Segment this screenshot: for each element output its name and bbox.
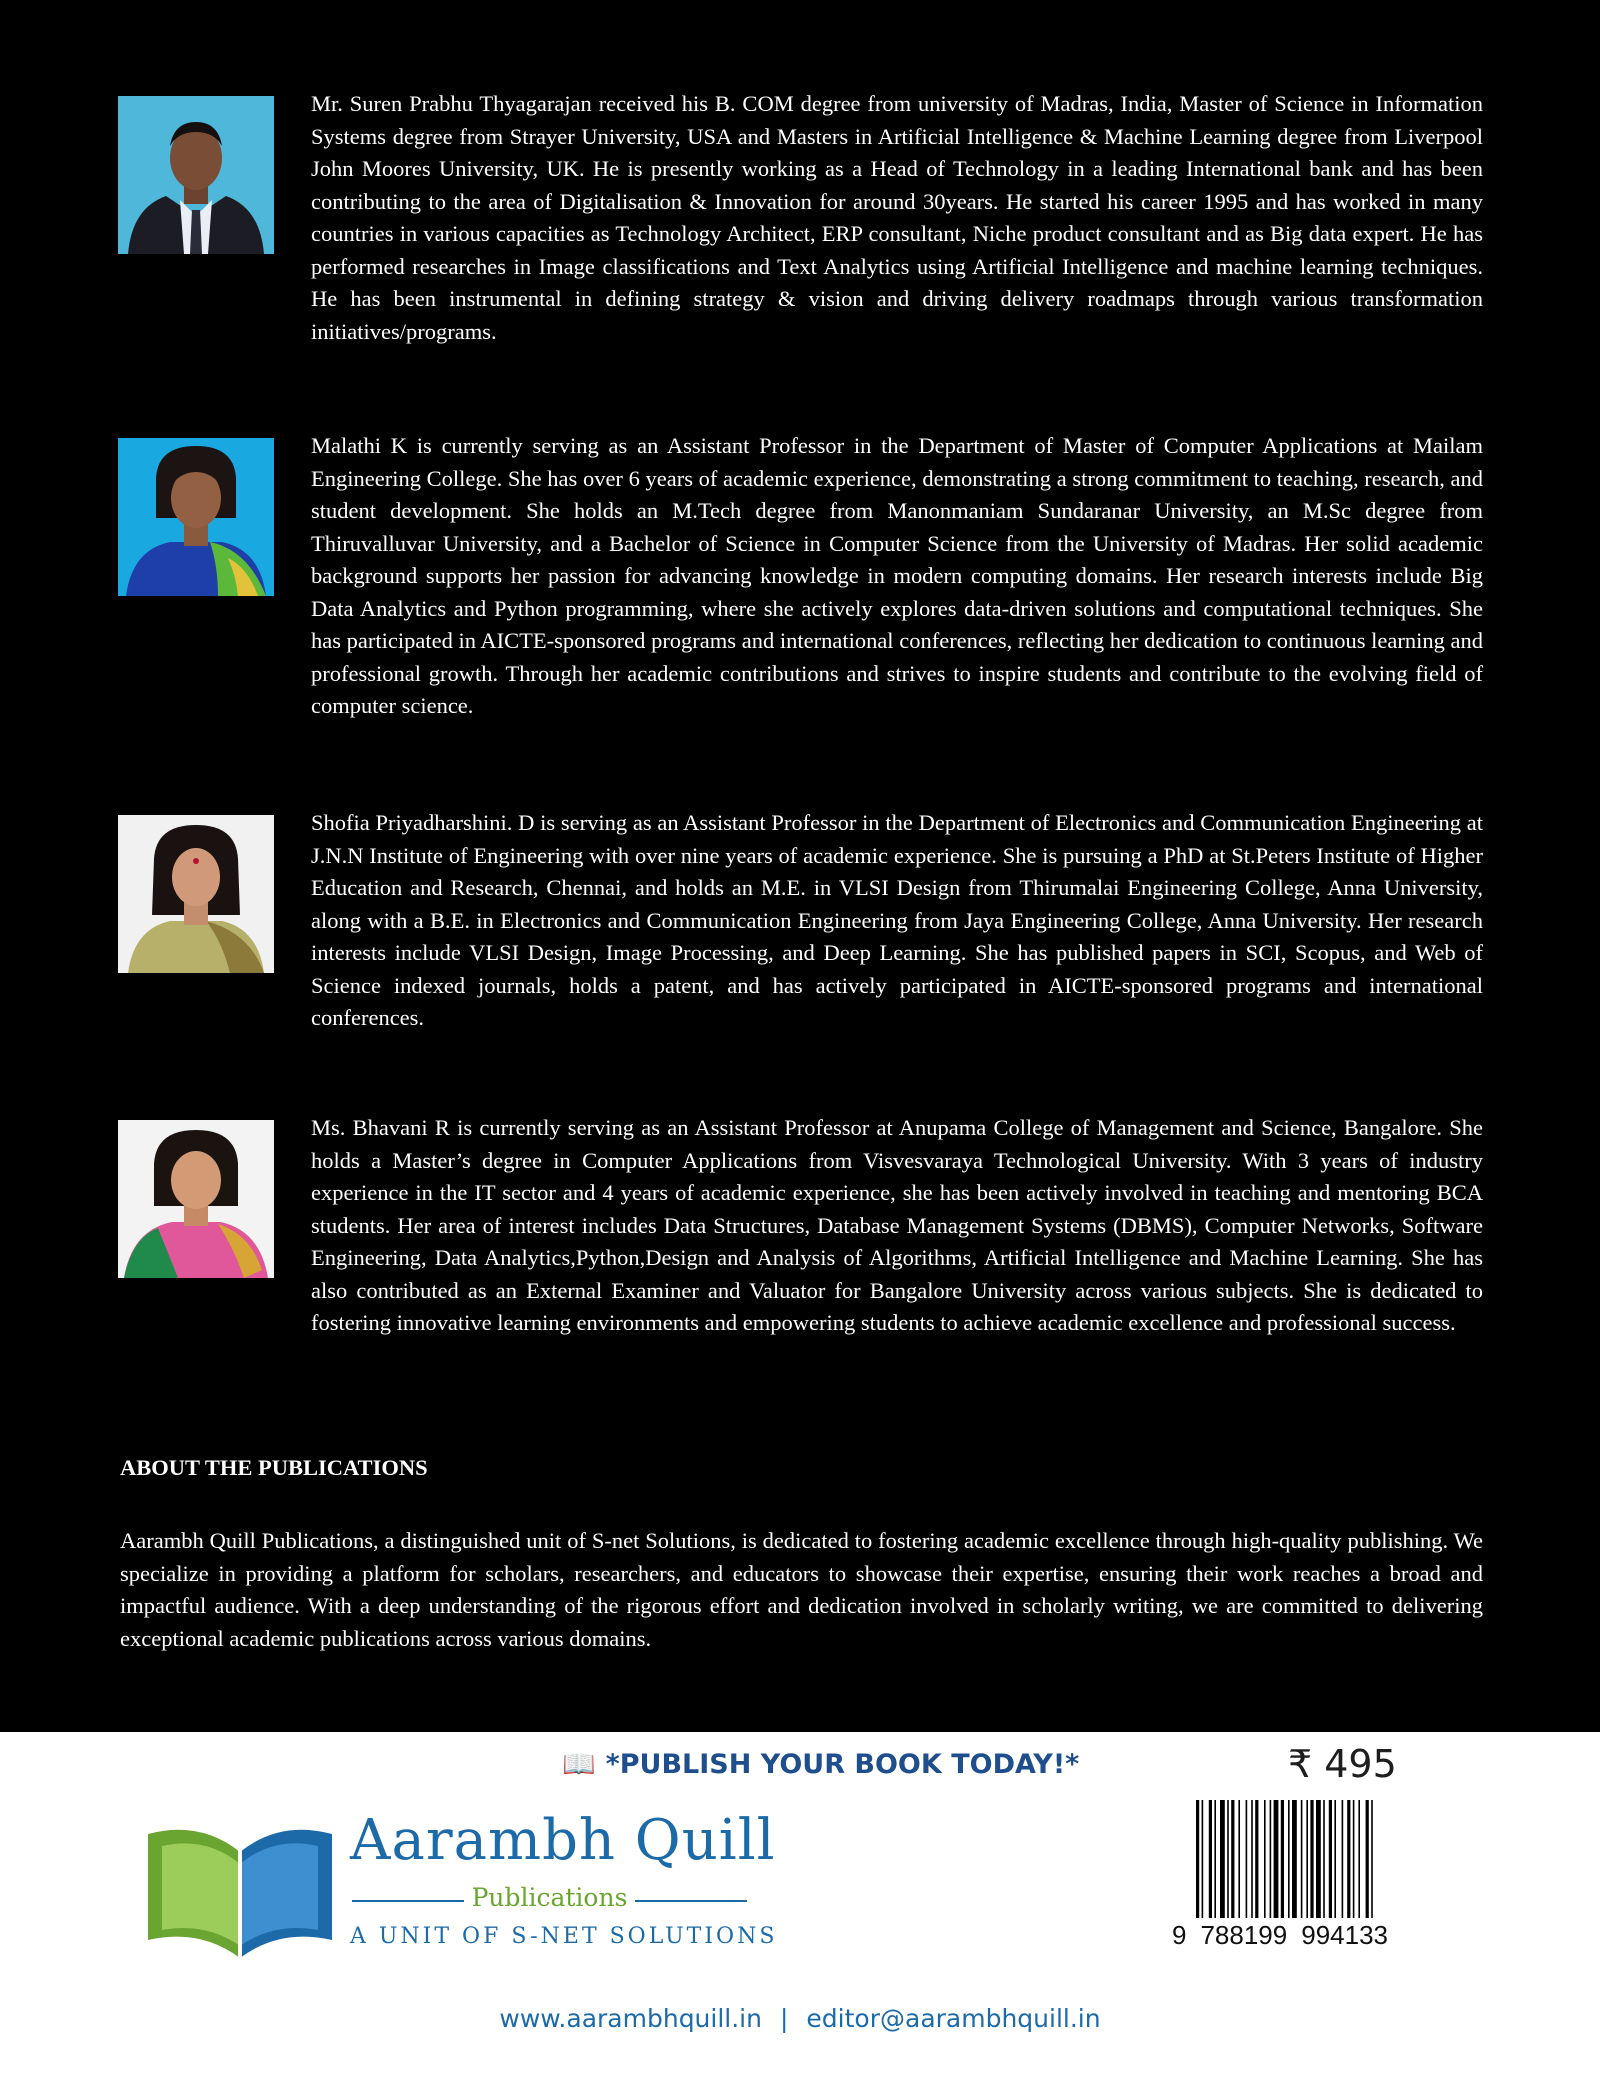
author-bio-text: Shofia Priyadharshini. D is serving as an Assistant Professor in the Department of Electronics and Communication Engineering at J.N.N Institute of Engineering with over nine years of academic experience. She is pursuing a PhD at St.Peters Institute of Higher Education and Research, Chennai, and holds an M.E. in VLSI Design from Thirumalai Engineering College, Anna University, along with a B.E. in Electronics and Communication Engineering from Jaya Engineering College, Anna University. Her research interests include VLSI Design, Image Processing, and Deep Learning. She has published papers in SCI, Scopus, and Web of Science indexed journals, holds a patent, and has actively participated in AICTE-sponsored programs and international conferences.: [311, 810, 1483, 1030]
barcode-bar: [1353, 1800, 1355, 1918]
barcode-bar: [1274, 1800, 1279, 1918]
contact-line: [0, 2004, 1600, 2033]
open-book-icon: 📖: [562, 1749, 596, 1780]
author-photo-4: [118, 1120, 274, 1278]
author-bio-text: Malathi K is currently serving as an Assistant Professor in the Department of Master of Computer Applications at Mailam Engineering College. She has over 6 years of academic experience, demonstrating a strong commitment to teaching, research, and student development. She holds an M.Tech degree from Manonmaniam Sundaranar University, an M.Sc degree from Thiruvalluvar University, and a Bachelor of Science in Computer Science from the University of Madras. Her solid academic background supports her passion for advancing knowledge in modern computing domains. Her research interests include Big Data Analytics and Python programming, where she actively explores data-driven solutions and computational techniques. She has participated in AICTE-sponsored programs and international conferences, reflecting her dedication to continuous learning and professional growth. Through her academic contributions and strives to inspire students and contribute to the evolving field of computer science.: [311, 433, 1483, 718]
brand-subtitle: Publications: [471, 1883, 628, 1912]
author-photo-3: [118, 815, 274, 973]
brand-rule-right: [635, 1900, 747, 1902]
publish-cta: [562, 1748, 1079, 1780]
author-bio-text: Mr. Suren Prabhu Thyagarajan received his B. COM degree from university of Madras, India, Master of Science in Information Systems degree from Strayer University, USA and Masters in Artificial Intelligence & Machine Learning degree from Liverpool John Moores University, UK. He is presently working as a Head of Technology in a leading International bank and has been contributing to the area of Digitalisation & Innovation for around 30years. He started his career 1995 and has worked in many countries in various capacities as Technology Architect, ERP consultant, Niche product consultant and as Big data expert. He has performed researches in Image classifications and Text Analytics using Artificial Intelligence and machine learning techniques. He has been instrumental in defining strategy & vision and driving delivery roadmaps through various transformation initiatives/programs.: [311, 91, 1483, 344]
barcode-bar: [1270, 1800, 1272, 1918]
about-heading: ABOUT THE PUBLICATIONS: [120, 1455, 428, 1480]
barcode-bar: [1329, 1800, 1332, 1918]
brand-tagline: A UNIT OF S-NET SOLUTIONS: [350, 1924, 778, 1949]
barcode-bar: [1281, 1800, 1284, 1918]
barcode-bar: [1292, 1800, 1297, 1918]
barcode-bar: [1246, 1800, 1248, 1918]
barcode-bar: [1366, 1800, 1369, 1918]
barcode-bar: [1202, 1800, 1204, 1918]
email-link[interactable]: editor@aarambhquill.in: [806, 2004, 1101, 2033]
barcode-bar: [1209, 1800, 1212, 1918]
brand-subtitle-row: [352, 1883, 747, 1917]
open-book-logo-icon: [140, 1812, 340, 1972]
author-photo-1: [118, 96, 274, 254]
barcode-bar: [1238, 1800, 1240, 1918]
barcode-bar: [1288, 1800, 1290, 1918]
barcode-bar: [1358, 1800, 1360, 1918]
barcode-bar: [1231, 1800, 1234, 1918]
barcode-bar: [1196, 1800, 1199, 1918]
barcode-bar: [1306, 1800, 1308, 1918]
barcode-bar: [1342, 1800, 1344, 1918]
author-bio-text: Ms. Bhavani R is currently serving as an Assistant Professor at Anupama College of Management and Science, Bangalore. She holds a Master’s degree in Computer Applications from Visvesvaraya Technological University. With 3 years of industry experience in the IT sector and 4 years of academic experience, she has been actively involved in teaching and mentoring BCA students. Her area of interest includes Data Structures, Database Management Systems (DBMS), Computer Networks, Software Engineering, Data Analytics,Python,Design and Analysis of Algorithms, Artificial Intelligence and Machine Learning. She has also contributed as an External Examiner and Valuator for Bangalore University across various subjects. She is dedicated to fostering innovative learning environments and empowering students to achieve academic excellence and professional success.: [311, 1115, 1483, 1335]
publish-cta-text: *PUBLISH YOUR BOOK TODAY!*: [605, 1749, 1080, 1780]
website-link[interactable]: www.aarambhquill.in: [499, 2004, 762, 2033]
barcode-bar: [1301, 1800, 1303, 1918]
price: ₹ 495: [1288, 1742, 1397, 1786]
barcode-bar: [1227, 1800, 1229, 1918]
author-photo-2: [118, 438, 274, 596]
contact-separator: |: [779, 2004, 789, 2033]
barcode-bar: [1264, 1800, 1266, 1918]
barcode-bar: [1220, 1800, 1225, 1918]
footer-panel: [0, 1732, 1600, 2076]
isbn-prefix: 9: [1172, 1920, 1187, 1950]
isbn-number: [1172, 1920, 1388, 1951]
barcode-bar: [1371, 1800, 1373, 1918]
barcode-bar: [1323, 1800, 1325, 1918]
barcode-bar: [1214, 1800, 1216, 1918]
barcode-bar: [1251, 1800, 1253, 1918]
barcode-bar: [1255, 1800, 1258, 1918]
barcode-bar: [1310, 1800, 1313, 1918]
about-text: Aarambh Quill Publications, a distinguished unit of S-net Solutions, is dedicated to fostering academic excellence through high-quality publishing. We specialize in providing a platform for scholars, researchers, and educators to showcase their expertise, ensuring their work reaches a broad and impactful audience. With a deep understanding of the rigorous effort and dedication involved in scholarly writing, we are committed to delivering exceptional academic publications across various domains.: [120, 1528, 1483, 1651]
barcode-bar: [1347, 1800, 1350, 1918]
barcode-bar: [1334, 1800, 1336, 1918]
brand-name: Aarambh Quill: [350, 1808, 776, 1873]
isbn-group-1: 788199: [1200, 1920, 1288, 1950]
barcode-bar: [1316, 1800, 1321, 1918]
isbn-group-2: 994133: [1301, 1920, 1388, 1950]
